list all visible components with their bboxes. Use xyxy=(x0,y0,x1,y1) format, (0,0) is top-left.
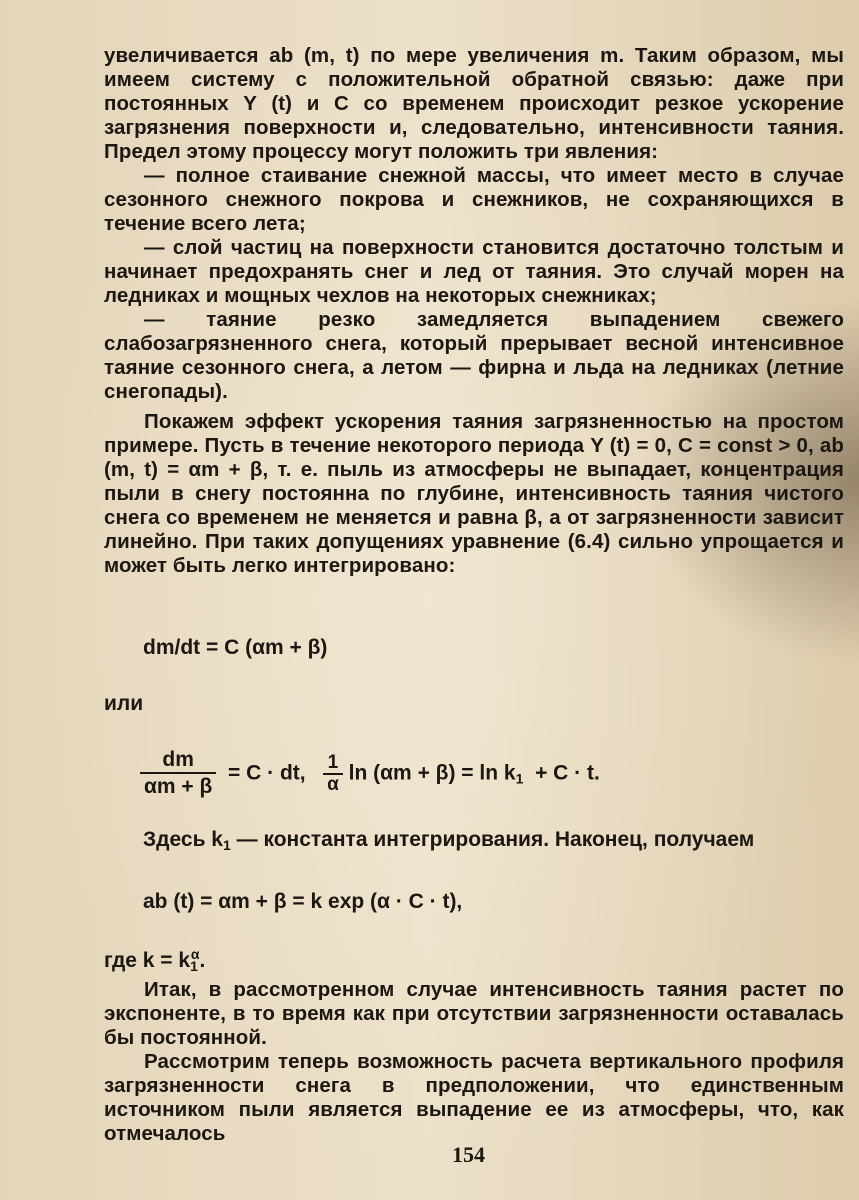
list-item: — полное стаивание снежной массы, что имеет место в случае сезонного снежного покрова и снежников, не сохраняющихся в течение всего лета; xyxy=(104,164,844,235)
equation-1 xyxy=(143,636,327,660)
where-clause xyxy=(104,946,205,974)
paragraph: увеличивается ab (m, t) по мере увеличения m. Таким образом, мы имеем систему с положительной обратной связью: даже при постоянных Y (t) и C со временем происходит резкое ускорение загрязнения поверхности и, следовательно, интенсивности таяния. Предел этому процессу могут положить три явления: xyxy=(104,44,844,163)
equation-middle: = C · dt, xyxy=(228,761,306,785)
text-block-example xyxy=(104,410,844,578)
coefficient-numerator: 1 xyxy=(327,752,339,773)
coefficient-denominator: α xyxy=(323,773,343,795)
list-item: — таяние резко замедляется выпадением свежего слабозагрязненного снега, который прерывает весной интенсивное таяние сезонного снега, а летом — фирна и льда на ледниках (летние снегопады). xyxy=(104,308,844,403)
constant-note xyxy=(143,828,754,853)
connector-word xyxy=(104,692,143,716)
equation-rhs-end: + C · t. xyxy=(535,761,600,785)
list-item: — слой частиц на поверхности становится достаточно толстым и начинает предохранять снег и лед от таяния. Это случай морен на ледниках и мощных чехлов на некоторых снежниках; xyxy=(104,236,844,307)
coefficient-fraction xyxy=(323,753,343,795)
note-start: Здесь k xyxy=(143,828,223,851)
equation-text: ab (t) = αm + β = k exp (α · C · t), xyxy=(143,890,463,913)
fraction xyxy=(140,748,216,800)
text-block-bottom xyxy=(104,978,844,1146)
note-end: — константа интегрирования. Наконец, получаем xyxy=(236,828,755,851)
subscript: 1 xyxy=(223,837,231,853)
subscript: 1 xyxy=(190,958,198,974)
equation-3 xyxy=(143,890,462,914)
paragraph: Покажем эффект ускорения таяния загрязненностью на простом примере. Пусть в течение некоторого периода Y (t) = 0, C = const > 0, ab (m, t) = αm + β, т. е. пыль из атмосферы не выпадает, концентрация пыли в снегу постоянна по глубине, интенсивность таяния чистого снега со временем не меняется и равна β, а от загрязненности зависит линейно. При таких допущениях уравнение (6.4) сильно упрощается и может быть легко интегрировано: xyxy=(104,410,844,577)
paragraph: Итак, в рассмотренном случае интенсивность таяния растет по экспоненте, в то время как при отсутствии загрязненности оставалась бы постоянной. xyxy=(104,978,844,1049)
page-number: 154 xyxy=(452,1142,485,1167)
subscript: 1 xyxy=(515,770,524,787)
paragraph: Рассмотрим теперь возможность расчета вертикального профиля загрязненности снега в предположении, что единственным источником пыли является выпадение ее из атмосферы, что, как отмечалось xyxy=(104,1050,844,1145)
equation-text: dm/dt = C (αm + β) xyxy=(143,636,328,659)
fraction-denominator: αm + β xyxy=(140,772,216,800)
equation-2 xyxy=(140,748,600,798)
where-start: где k = k xyxy=(104,949,191,972)
equation-rhs: ln (αm + β) = ln k xyxy=(348,761,516,785)
superscript: α xyxy=(190,946,200,962)
where-end: . xyxy=(199,949,206,972)
fraction-numerator: dm xyxy=(162,748,194,771)
word-or: или xyxy=(104,692,144,715)
text-block-top xyxy=(104,44,844,404)
